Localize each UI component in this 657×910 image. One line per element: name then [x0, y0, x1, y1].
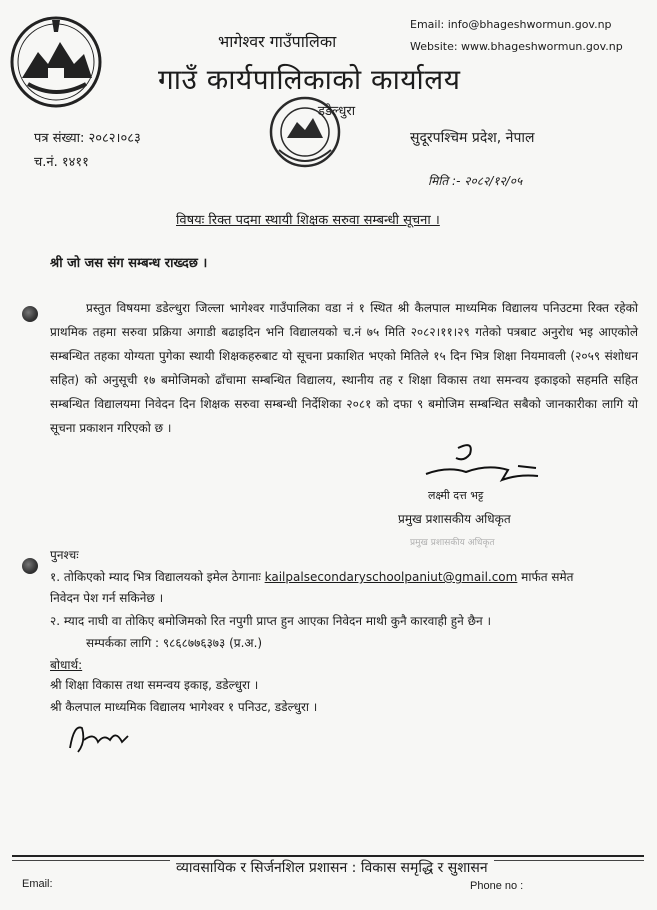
header-email: Email: info@bhageshwormun.gov.np: [410, 18, 612, 31]
footer-divider: [12, 855, 644, 857]
signer-name: लक्ष्मी दत्त भट्ट: [428, 489, 484, 502]
initials-signature-icon: [64, 718, 134, 758]
punch-hole-icon: [22, 306, 38, 322]
postscript-item-1-suffix: मार्फत समेत: [521, 570, 574, 584]
footer-phone-label: Phone no :: [470, 880, 524, 892]
body-paragraph: प्रस्तुत विषयमा डडेल्धुरा जिल्ला भागेश्वर गाउँपालिका वडा नं १ स्थित श्री कैलपाल माध्यमिक विद्यालय पनिउटमा रिक्त रहेको प्राथमिक तहमा सरुवा प्रक्रिया अगाडी बढाइदिन भनि विद्यालयको च.नं ७५ मिति २०८२।११।२९ गतेको पत्रबाट अनुरोध भइ आएकोले सम्बन्धित तहका योग्यता पुगेका स्थायी शिक्षकहरुबाट यो सूचना प्रकाशित भएको मितिले १५ दिन भित्र शिक्षा नियमावली (२०५९ संशोधन सहित) को अनुसूची १७ बमोजिमको ढाँचामा सम्बन्धित विद्यालय, स्थानीय तह र शिक्षा विकास तथा समन्वय इकाइको सहमति सहित सम्बन्धित विद्यालयमा निवेदन दिन शिक्षक सरुवा सम्बन्धी निर्देशिका २०८१ को दफा ९ बमोजिम सम्बन्धित सबैको जानकारीका लागि यो सूचना प्रकाशन गरिएको छ ।: [50, 301, 638, 435]
postscript-item-1-prefix: १. तोकिएको म्याद भित्र विद्यालयको इमेल ठेगानाः: [50, 570, 261, 584]
postscript-heading: पुनश्चः: [50, 548, 79, 562]
signature-icon: [418, 440, 548, 490]
punch-hole-icon: [22, 558, 38, 574]
district: डडेल्धुरा: [318, 104, 356, 119]
footer-slogan: व्यावसायिक र सिर्जनशिल प्रशासन : विकास समृद्धि र सुशासन: [170, 858, 494, 877]
header-website: Website: www.bhageshwormun.gov.np: [410, 40, 623, 53]
office-name: भागेश्वर गाउँपालिका: [218, 32, 337, 51]
signer-stamp: प्रमुख प्रशासकीय अधिकृत: [410, 538, 495, 548]
postscript-item-2: २. म्याद नाघी वा तोकिए बमोजिमको रित नपुगी प्राप्त हुन आएका निवेदन माथी कुनै कारवाही हुने छैन ।: [50, 614, 492, 628]
info-recipient-1: श्री शिक्षा विकास तथा समन्वय इकाइ, डडेल्धुरा ।: [50, 678, 259, 692]
nepal-emblem-icon: [8, 12, 104, 108]
dispatch-number: च.नं. १४११: [34, 155, 89, 170]
subject-line: विषयः रिक्त पदमा स्थायी शिक्षक सरुवा सम्बन्धी सूचना ।: [176, 213, 440, 228]
info-recipient-2: श्री कैलपाल माध्यमिक विद्यालय भागेश्वर १ पनिउट, डडेल्धुरा ।: [50, 700, 318, 714]
office-title: गाउँ कार्यपालिकाको कार्यालय: [158, 63, 461, 96]
footer-email-label: Email:: [22, 878, 53, 890]
letter-date: मिति :- २०८२/१२/०५: [428, 174, 523, 188]
info-heading: बोधार्थ:: [50, 658, 83, 672]
postscript-item-1-cont: निवेदन पेश गर्न सकिनेछ ।: [50, 591, 164, 605]
addressee: श्री जो जस संग सम्बन्ध राख्दछ ।: [50, 256, 208, 271]
school-email-link[interactable]: kailpalsecondaryschoolpaniut@gmail.com: [264, 570, 518, 584]
province: सुदूरपश्चिम प्रदेश, नेपाल: [410, 130, 535, 146]
postscript-item-1: [50, 568, 574, 585]
contact-number: सम्पर्कका लागि : ९८६८७७६३७३ (प्र.अ.): [86, 636, 263, 650]
reference-number: पत्र संख्या: २०८२।०८३: [34, 131, 141, 146]
signer-title: प्रमुख प्रशासकीय अधिकृत: [398, 512, 511, 526]
